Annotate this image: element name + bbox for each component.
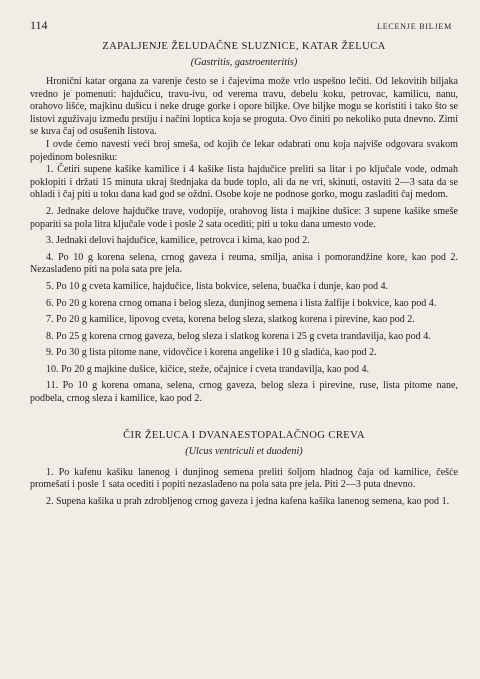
recipe-item: 8. Po 25 g korena crnog gaveza, belog sleza i slatkog korena i 25 g cveta trandavilja, kao pod 4. — [46, 330, 431, 342]
recipe-item: 1. Četiri supene kašike kamilice i 4 kašike lista hajdučice preliti sa litar i po ključale vode, odmah poklopiti i držati 15 minuta ukraj štednjaka da bude toplo, ali da ne vri, skinuti, ostaviti 2—3 sata da se ohladi i čaj piti u toku dana kad god se oždni. Osobe koje ne podnose gorko, mogu zasladiti čaj medom. — [30, 164, 458, 201]
recipe-item: 7. Po 20 g kamilice, lipovog cveta, korena belog sleza, slatkog korena i pirevine, kao pod 2. — [46, 314, 415, 326]
section-title-ulcer: ČIR ŽELUCA I DVANAESTOPALAČNOG CREVA — [123, 429, 365, 441]
recipe-item: 3. Jednaki delovi hajdučice, kamilice, petrovca i kima, kao pod 2. — [46, 235, 310, 247]
recipe-item: 9. Po 30 g lista pitome nane, vidovčice i korena angelike i 10 g sladića, kao pod 2. — [46, 347, 377, 359]
recipe-item: 1. Po kafenu kašiku lanenog i dunjinog semena preliti šoljom hladnog čaja od kamilice, češće promešati i posle 1 sata ocediti i popiti nezaslađeno na pola sata pre jela. Piti 2—3 puta dnevno. — [30, 466, 458, 491]
page-number: 114 — [30, 18, 48, 32]
recipe-item: 6. Po 20 g korena crnog omana i belog sleza, dunjinog semena i lista žalfije i bokvice, kao pod 4. — [46, 297, 437, 309]
recipe-item: 11. Po 10 g korena omana, selena, crnog gaveza, belog sleza i pirevine, ruse, lista pitome nane, podbela, crnog sleza i kamilice, kao pod 2. — [30, 380, 458, 405]
section-subtitle-gastritis: (Gastritis, gastroenteritis) — [190, 57, 298, 68]
section-title-gastritis: ZAPALJENJE ŽELUDAČNE SLUZNICE, KATAR ŽELUCA — [102, 41, 386, 52]
page-header — [30, 18, 458, 33]
recipe-item: 2. Supena kašika u prah zdrobljenog crnog gaveza i jedna kafena kašika lanenog semena, kao pod 1. — [46, 495, 450, 507]
recipe-item: 10. Po 20 g majkine dušice, kičice, steže, očajnice i cveta trandavilja, kao pod 4. — [46, 363, 370, 375]
recipe-item: 5. Po 10 g cveta kamilice, hajdučice, lista bokvice, selena, buačka i dunje, kao pod 4. — [46, 280, 389, 292]
running-title: LECENJE BILJEM — [377, 22, 452, 31]
recipe-item: 2. Jednake delove hajdučke trave, vodopije, orahovog lista i majkine dušice: 3 supene kašike smeše popariti sa pola litra ključale vode i posle 2 sata oceditі; piti u toku dana umesto vode. — [30, 205, 458, 230]
section-subtitle-ulcer: (Ulcus ventriculi et duodeni) — [185, 445, 303, 457]
intro-paragraph-2: I ovde ćemo navesti veći broj smeša, od kojih će lekar odabrati onu koja najviše odgovara svakom pojedinom bolesniku: — [30, 138, 458, 163]
recipe-item: 4. Po 10 g korena selena, crnog gaveza i reuma, smilja, anisa i pomorandžine kore, kao pod 2. Nezaslađeno piti na pola sata pre jela. — [30, 251, 458, 276]
section-gap — [30, 410, 458, 422]
intro-paragraph: Hronični katar organa za varenje često se i čajevima može vrlo uspešno lečiti. Od lekovitih biljaka vredno je pomenuti: hajdučicu, travu-ivu, od verema travu, debelu koku, petrovac, kamilicu, nanu, orahovo lišće, majkinu dušicu i neke druge gorke i opore biljke. Ove biljke mogu se koristiti i tako što se listovi zguživaju između prstiju i načini loptica koja se proguta. Ovo činiti po nekoliko puta dnevno. Zimi se kuva čaj od osušenih listova. — [30, 76, 458, 138]
